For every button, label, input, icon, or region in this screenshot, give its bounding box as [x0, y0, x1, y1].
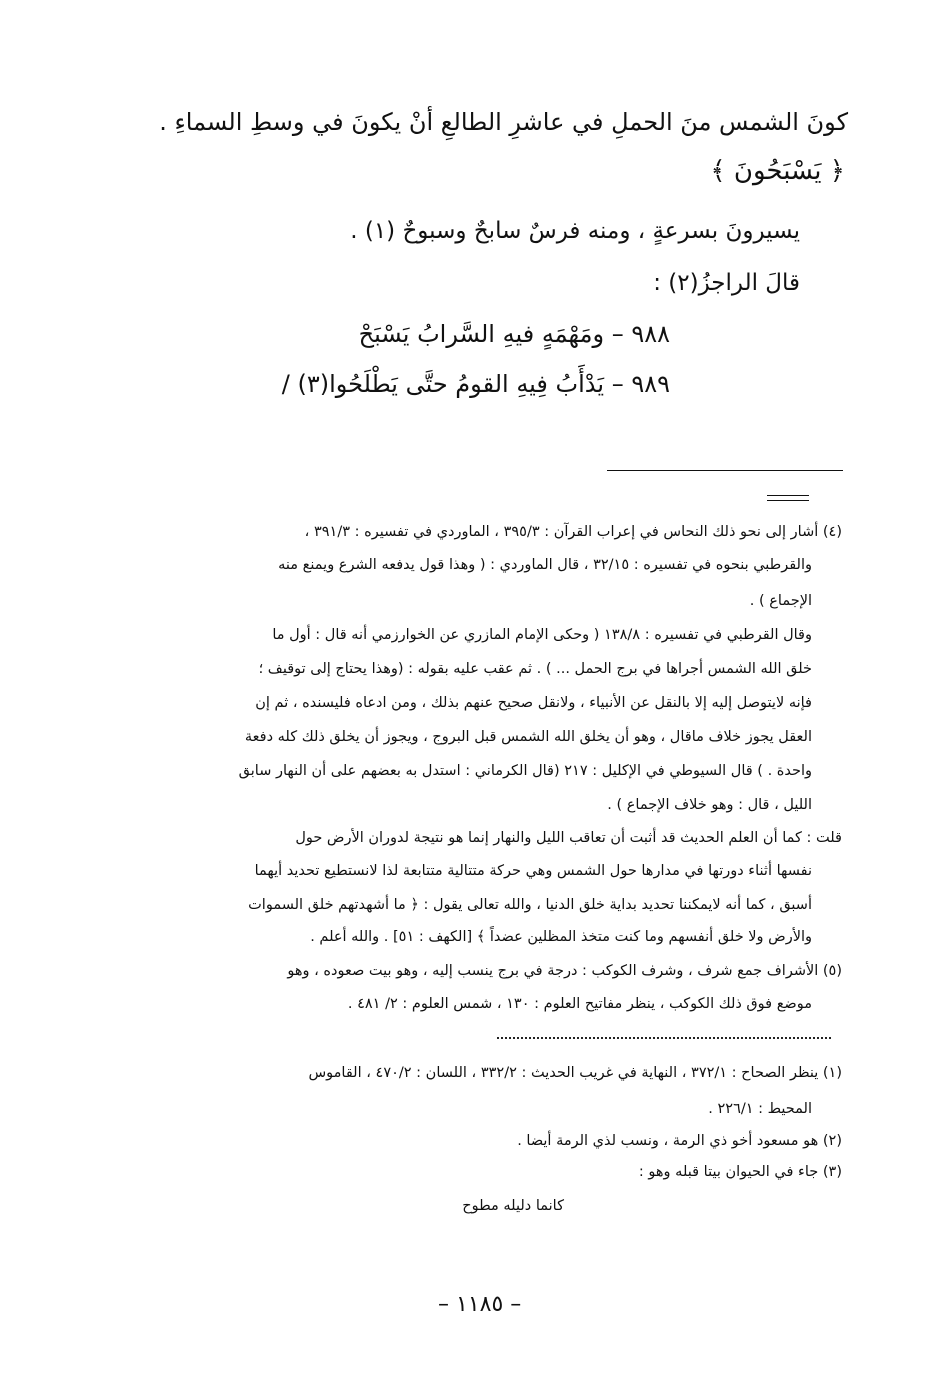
footnote-line: (٣) جاء في الحيوان بيتا قبله وهو : [638, 1164, 842, 1180]
footnote-line: والأرض ولا خلق أنفسهم وما كنت متخذ المظلين عضداً ﴾ [الكهف : ٥١] . والله أعلم . [310, 929, 812, 945]
footnote-marker-line [767, 500, 809, 501]
footnote-line: العقل يجوز خلاف ماقال ، وهو أن يخلق الله الشمس قبل البروج ، ويجوز أن يخلق ذلك كله دفعة [244, 729, 812, 745]
page-number: – ١١٨٥ – [438, 1292, 522, 1317]
footnote-line: (١) ينظر الصحاح : ٣٧٢/١ ، النهاية في غريب الحديث : ٣٣٢/٢ ، اللسان : ٤٧٠/٢ ، القاموس [308, 1065, 842, 1081]
footnote-line: (٤) أشار إلى نحو ذلك النحاس في إعراب القرآن : ٣٩٥/٣ ، الماوردي في تفسيره : ٣٩١/٣ ، [304, 524, 842, 540]
footnote-line: واحدة . ) قال السيوطي في الإكليل : ٢١٧ (قال الكرماني : استدل به بعضهم على أن النهار سابق [238, 763, 812, 779]
footnote-line: موضع فوق ذلك الكوكب ، ينظر مفاتيح العلوم : ١٣٠ ، شمس العلوم : ٢/ ٤٨١ . [347, 996, 812, 1012]
dotted-separator [497, 1037, 831, 1039]
footnote-line: نفسها أثناء دورتها في مدارها حول الشمس وهي حركة متتالية متتابعة لذا لانستطيع تحديد أيهما [254, 863, 812, 879]
footnote-line: (٢) هو مسعود أخو ذي الرمة ، ونسب لذي الرمة أيضا . [517, 1133, 842, 1149]
main-text-line-4: قالَ الراجزُ(٢) : [653, 270, 800, 296]
footnote-line: أسبق ، كما أنه لايمكننا تحديد بداية خلق الدنيا ، والله تعالى يقول : ﴿ ما أشهدتهم خلق السموات [248, 897, 812, 913]
footnote-line: (٥) الأشراف جمع شرف ، وشرف الكوكب : درجة في برج ينسب إليه ، وهو بيت صعوده ، وهو [287, 963, 842, 979]
quran-word-heading: ﴿ يَسْبَحُونَ ﴾ [710, 156, 845, 186]
footnote-separator [607, 470, 843, 471]
footnote-line: خلق الله الشمس أجراها في برج الحمل ... ) . ثم عقب عليه بقوله : (وهذا يحتاج إلى توقيف ؛ [258, 661, 812, 677]
main-text-line-3: يسيرونَ بسرعةٍ ، ومنه فرسٌ سابحٌ وسبوحٌ (١) . [350, 218, 800, 244]
footnote-line: وقال القرطبي في تفسيره : ١٣٨/٨ ( وحكى الإمام المازري عن الخوارزمي أنه قال : أول ما [272, 627, 812, 643]
verse-989: ٩٨٩ – يَدْأَبُ فِيهِ القومُ حتَّى يَطْلَحُوا(٣) / [281, 370, 670, 398]
main-text-line-1: كونَ الشمس منَ الحملِ في عاشرِ الطالعِ أنْ يكونَ في وسطِ السماءِ . [159, 108, 848, 136]
footnote-line: المحيط : ٢٢٦/١ . [708, 1101, 812, 1117]
footnote-marker-line [767, 495, 809, 496]
footnote-line: الإجماع ) . [749, 593, 812, 609]
footnote-line: الليل ، قال : وهو خلاف الإجماع ) . [607, 797, 812, 813]
footnote-line: والقرطبي بنحوه في تفسيره : ٣٢/١٥ ، قال الماوردي : ( وهذا قول يدفعه الشرع ويمنع منه [278, 557, 812, 573]
footnote-line: قلت : كما أن العلم الحديث قد أثبت أن تعاقب الليل والنهار إنما هو نتيجة لدوران الأرض حول [295, 830, 842, 846]
footnote-line: فإنه لايتوصل إليه إلا بالنقل عن الأنبياء ، ولانقل صحيح عنهم بذلك ، ومن ادعاه فليسنده ، ثم إن [255, 695, 812, 711]
verse-988: ٩٨٨ – ومَهْمَهٍ فيهِ السَّرابُ يَسْبَحْ [358, 320, 670, 348]
footnote-verse: كانما دليله مطوح [462, 1198, 564, 1214]
